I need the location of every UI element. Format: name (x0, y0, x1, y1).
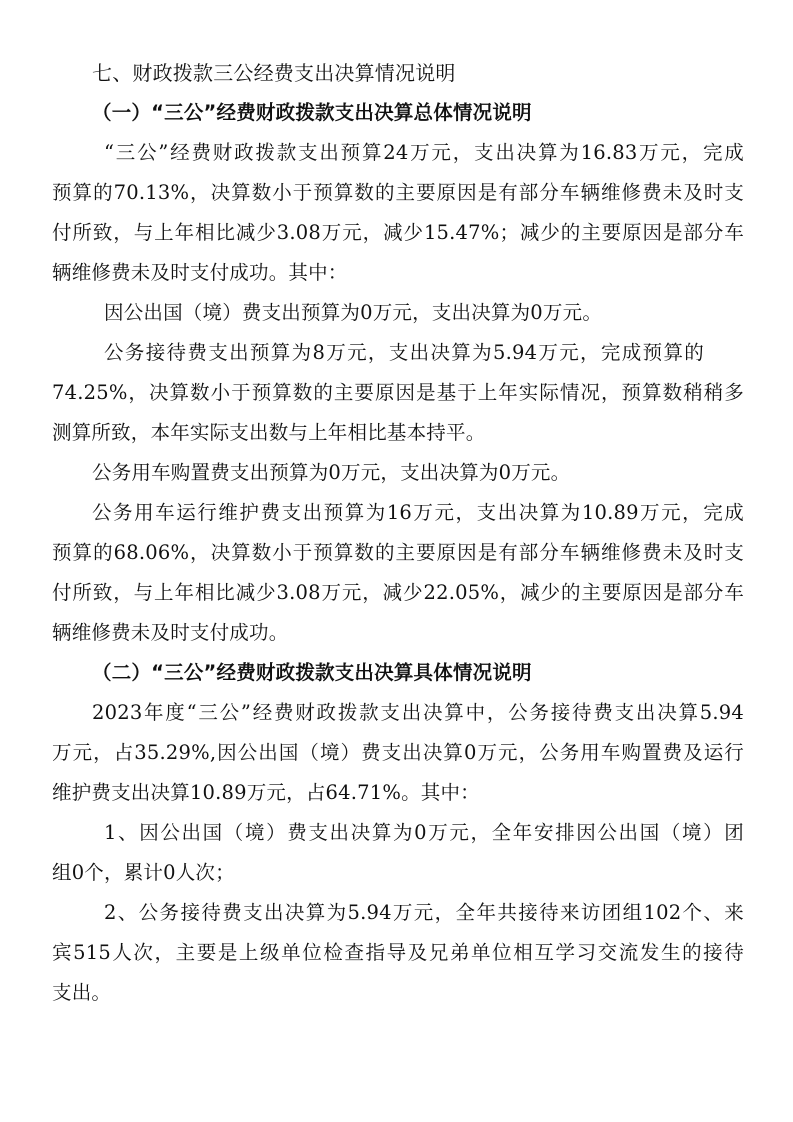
sub2-item2-line2: 宾515人次，主要是上级单位检查指导及兄弟单位相互学习交流发生的接待 (52, 941, 744, 964)
sub2-para1-line3: 维护费支出决算10.89万元，占64.71%。其中： (52, 781, 480, 804)
sub2-para1-line2: 万元，占35.29%,因公出国（境）费支出决算0万元，公务用车购置费及运行 (52, 741, 744, 764)
sub1-para3-line1: 公务接待费支出预算为8万元，支出决算为5.94万元，完成预算的 (104, 341, 704, 364)
sub1-para1-line3: 付所致，与上年相比减少3.08万元，减少15.47%；减少的主要原因是部分车 (52, 221, 744, 244)
sub1-para1-line1: “三公”经费财政拨款支出预算24万元，支出决算为16.83万元，完成 (104, 141, 744, 164)
sub2-item1-line1: 1、因公出国（境）费支出决算为0万元，全年安排因公出国（境）团 (104, 821, 744, 844)
sub2-item1-line2: 组0个，累计0人次； (52, 861, 235, 884)
sub1-para1-line4: 辆维修费未及时支付成功。其中： (52, 261, 348, 284)
sub2-para1-line1: 2023年度“三公”经费财政拨款支出决算中，公务接待费支出决算5.94 (92, 701, 744, 724)
sub2-item2-line3: 支出。 (52, 981, 112, 1004)
section-title: 七、财政拨款三公经费支出决算情况说明 (92, 61, 456, 85)
sub1-para5-line2: 预算的68.06%，决算数小于预算数的主要原因是有部分车辆维修费未及时支 (52, 541, 744, 564)
sub1-para4: 公务用车购置费支出预算为0万元，支出决算为0万元。 (92, 461, 571, 484)
sub2-item2-line1: 2、公务接待费支出决算为5.94万元，全年共接待来访团组102个、来 (104, 901, 744, 924)
sub1-para3-line2: 74.25%，决算数小于预算数的主要原因是基于上年实际情况，预算数稍稍多 (52, 381, 744, 404)
sub1-para3-line3: 测算所致，本年实际支出数与上年相比基本持平。 (52, 421, 486, 444)
subsection-1-heading: （一）“三公”经费财政拨款支出决算总体情况说明 (92, 101, 532, 124)
sub1-para5-line4: 辆维修费未及时支付成功。 (52, 621, 289, 644)
sub1-para5-line1: 公务用车运行维护费支出预算为16万元，支出决算为10.89万元，完成 (92, 501, 744, 524)
sub1-para1-line2: 预算的70.13%，决算数小于预算数的主要原因是有部分车辆维修费未及时支 (52, 181, 744, 204)
sub1-para2: 因公出国（境）费支出预算为0万元，支出决算为0万元。 (104, 301, 603, 324)
subsection-2-heading: （二）“三公”经费财政拨款支出决算具体情况说明 (92, 661, 532, 684)
sub1-para5-line3: 付所致，与上年相比减少3.08万元，减少22.05%，减少的主要原因是部分车 (52, 581, 744, 604)
